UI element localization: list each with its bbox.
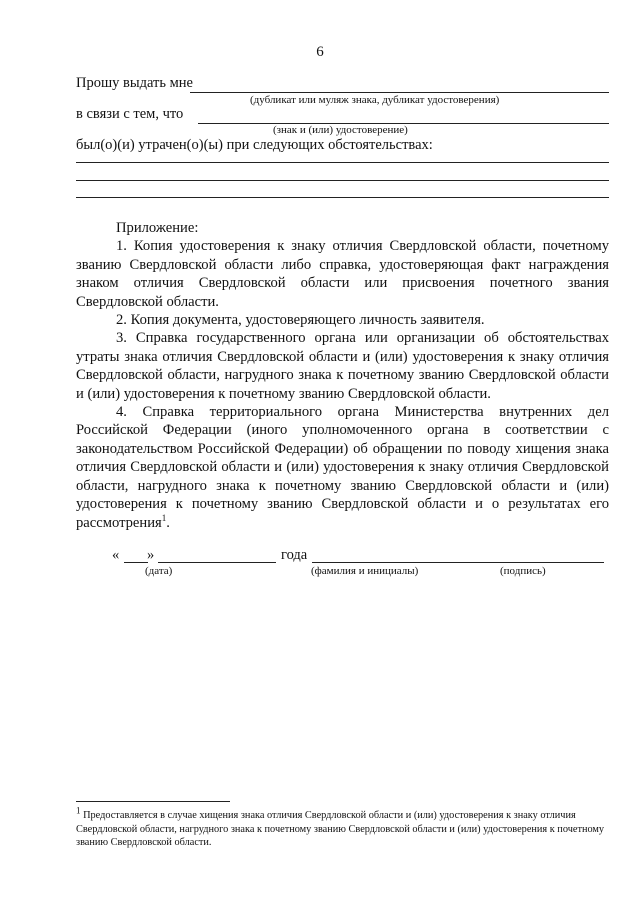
appendix-item-3: 3. Справка государственного органа или организации об обстоятельствах утраты знака отличия Свердловской области и (или) удостоверения к знаку отличия Свердловской области, нагрудного знака к почетному званию Свердловской области и (или) удостоверения к почетному званию Свердловской области. <box>76 330 609 402</box>
caption-date: (дата) <box>145 565 173 577</box>
month-fill-line[interactable] <box>158 562 276 563</box>
appendix-item-1: 1. Копия удостоверения к знаку отличия Свердловской области, почетному званию Свердловской области либо справка, удостоверяющая факт награждения знаком отличия Свердловской области или присвоения почетного звания Свердловской области. <box>76 238 609 310</box>
caption-name: (фамилия и инициалы) <box>311 565 419 577</box>
footnote-ref: 1 <box>161 512 167 523</box>
signature-row <box>112 547 119 564</box>
appendix-title: Приложение: <box>116 220 199 236</box>
appendix-item-4: 4. Справка территориального органа Министерства внутренних дел Российской Федерации (иного уполномоченного органа в соответствии с законодательством Российской Федерации) об обращении по поводу хищения знака отличия Свердловской области и (или) удостоверения к знаку отличия Свердловской области, нагрудного знака к почетному званию Свердловской области и (или) удостоверения к почетному званию Свердловской области и о результатах его рассмотрения$^1$. <box>76 404 609 531</box>
quote-open: « <box>112 547 120 563</box>
year-word: года <box>281 547 308 563</box>
appendix-block <box>76 219 609 532</box>
footnote-text: Предоставляется в случае хищения знака отличия Свердловской области и (или) удостоверения к знаку отличия Свердловской области, нагрудного знака к почетному званию Свердловской области и (или) удостоверения к почетному званию Свердловской области. <box>76 810 605 849</box>
reason-label: в связи с тем, что <box>76 106 184 122</box>
footnote <box>76 805 611 850</box>
circumstances-line-3[interactable] <box>76 197 609 198</box>
appendix-item-4-text: 4. Справка территориального органа Министерства внутренних дел Российской Федерации (иного уполномоченного органа в соответствии с законодательством Российской Федерации) об обращении по поводу хищения знака отличия Свердловской области и (или) удостоверения к знаку отличия Свердловской области, нагрудного знака к почетному званию Свердловской области и (или) удостоверения к почетному званию Свердловской области и о результатах его рассмотрения <box>76 404 609 531</box>
quote-close: » <box>147 547 155 563</box>
footnote-rule <box>76 801 230 802</box>
page-number: 6 <box>316 44 324 60</box>
request-fill-line[interactable] <box>190 92 609 93</box>
circumstances-line-1[interactable] <box>76 162 609 163</box>
request-caption: (дубликат или муляж знака, дубликат удостоверения) <box>250 94 500 106</box>
reason-caption: (знак и (или) удостоверение) <box>273 124 408 136</box>
request-label: Прошу выдать мне <box>76 75 193 91</box>
footnote-mark: 1 <box>76 805 81 816</box>
caption-sign: (подпись) <box>500 565 546 577</box>
day-fill-line[interactable] <box>124 562 148 563</box>
name-signature-fill-line[interactable] <box>312 562 604 563</box>
appendix-item-2: 2. Копия документа, удостоверяющего личность заявителя. <box>116 312 485 329</box>
lost-label: был(о)(и) утрачен(о)(ы) при следующих обстоятельствах: <box>76 137 433 153</box>
circumstances-line-2[interactable] <box>76 180 609 181</box>
